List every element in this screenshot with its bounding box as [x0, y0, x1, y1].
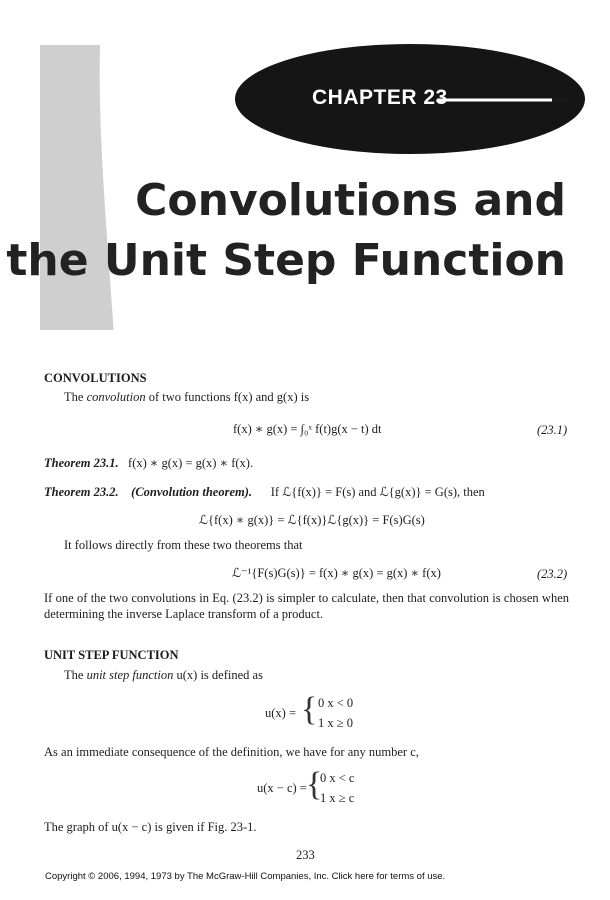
- unit-step-intro: The unit step function u(x) is defined as: [64, 668, 263, 682]
- paragraph-line2: determining the inverse Laplace transform of a product.: [44, 607, 324, 621]
- convolution-intro: The convolution of two functions f(x) and g(x) is: [64, 390, 310, 404]
- shifted-step-lhs: u(x − c) =: [257, 781, 307, 795]
- left-brace-icon-2: {: [306, 766, 323, 803]
- theorem-23-2: Theorem 23.2. (Convolution theorem). If ℒ{f(x)} = F(s) and ℒ{g(x)} = G(s), then: [44, 485, 485, 499]
- theorem-23-1: Theorem 23.1. f(x) ∗ g(x) = g(x) ∗ f(x).: [44, 456, 254, 470]
- section-heading-convolutions: CONVOLUTIONS: [44, 371, 147, 385]
- unit-step-definition-lhs: u(x) =: [265, 706, 296, 720]
- shifted-step-case-2: 1 x ≥ c: [320, 791, 355, 805]
- shifted-step-case-1: 0 x < c: [320, 771, 355, 785]
- graph-reference-text: The graph of u(x − c) is given if Fig. 23-1.: [44, 820, 257, 834]
- equation-23-2: ℒ⁻¹{F(s)G(s)} = f(x) ∗ g(x) = g(x) ∗ f(x): [232, 566, 441, 580]
- chapter-title-line2: the Unit Step Function: [6, 235, 566, 286]
- copyright-footer[interactable]: Copyright © 2006, 1994, 1973 by The McGraw-Hill Companies, Inc. Click here for terms of use.: [45, 871, 446, 882]
- gray-side-band: [40, 45, 123, 330]
- theorem-23-2-equation: ℒ{f(x) ∗ g(x)} = ℒ{f(x)}ℒ{g(x)} = F(s)G(s): [199, 513, 425, 527]
- equation-23-1: f(x) ∗ g(x) = ∫₀ˣ f(t)g(x − t) dt: [233, 422, 382, 436]
- chapter-label: CHAPTER 23: [312, 86, 448, 109]
- equation-number-23-1: (23.1): [537, 423, 568, 437]
- chapter-title-line1: Convolutions and: [135, 175, 566, 226]
- consequence-text: As an immediate consequence of the definition, we have for any number c,: [44, 745, 419, 759]
- equation-number-23-2: (23.2): [537, 567, 568, 581]
- unit-step-case-1: 0 x < 0: [318, 696, 354, 710]
- follows-text: It follows directly from these two theorems that: [64, 538, 303, 552]
- left-brace-icon: {: [301, 691, 318, 728]
- section-heading-unit-step: UNIT STEP FUNCTION: [44, 648, 179, 662]
- page-number: 233: [296, 848, 315, 862]
- paragraph-line1: If one of the two convolutions in Eq. (23.2) is simpler to calculate, then that convolution is chosen when: [44, 591, 569, 605]
- unit-step-case-2: 1 x ≥ 0: [318, 716, 353, 730]
